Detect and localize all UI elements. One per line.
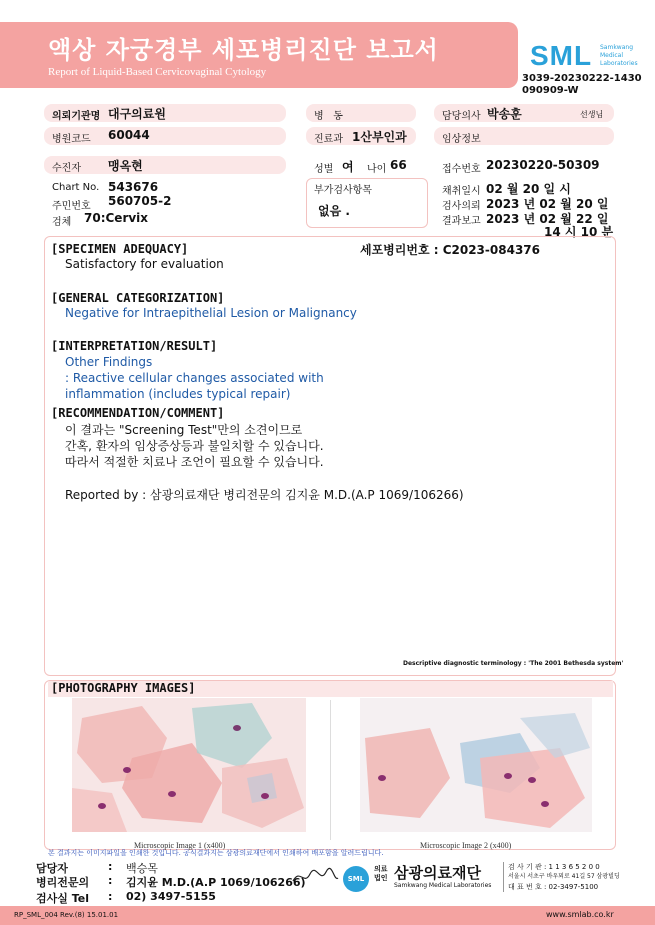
manager-value: 백승목 — [126, 862, 158, 875]
interp-line: Other Findings — [65, 355, 153, 369]
extra-label: 부가검사항목 — [314, 185, 372, 196]
image-1-caption: Microscopic Image 1 (x400) — [134, 841, 226, 850]
sex-value: 여 — [342, 160, 354, 174]
dept-value: 1산부인과 — [352, 130, 407, 144]
result-time: 14 시 10 분 — [544, 225, 614, 239]
general-text: Negative for Intraepithelial Lesion or Malignancy — [65, 306, 357, 320]
dept-label: 진료과 — [314, 134, 343, 145]
doctor-suffix: 선생님 — [580, 110, 604, 119]
colon: : — [108, 890, 113, 903]
interp-line: : Reactive cellular changes associated with — [65, 371, 324, 385]
adequacy-title: [SPECIMEN ADEQUACY] — [51, 242, 189, 256]
hospital-code-value: 60044 — [108, 128, 150, 142]
logo-subtext: Samkwang Medical Laboratories — [600, 44, 638, 67]
recommendation-title: [RECOMMENDATION/COMMENT] — [51, 406, 225, 420]
pathologist-label: 병리전문의 — [36, 876, 90, 889]
report-code: 3039-20230222-1430 090909-W — [522, 73, 642, 96]
website-link[interactable]: www.smlab.co.kr — [546, 910, 614, 919]
age-label: 나이 — [367, 164, 387, 175]
hospital-label: 의뢰기관명 — [52, 111, 101, 122]
sex-label: 성별 — [314, 164, 334, 175]
collect-value: 02 월 20 일 시 — [486, 182, 571, 196]
signature-graphic — [290, 866, 340, 888]
doctor-label: 담당의사 — [442, 111, 481, 122]
org-logo-icon: SML — [343, 866, 369, 892]
colon: : — [108, 860, 113, 873]
doctor-value: 박송훈 — [487, 107, 522, 121]
org-divider — [503, 862, 504, 892]
reported-by: Reported by : 삼광의료재단 병리전문의 김지윤 M.D.(A.P 1069/106266) — [65, 488, 464, 502]
lab-tel-label: 검사실 Tel — [36, 892, 89, 905]
manager-label: 담당자 — [36, 862, 68, 875]
result-label: 결과보고 — [442, 216, 481, 227]
patient-label: 수진자 — [52, 163, 81, 174]
chart-label: Chart No. — [52, 182, 100, 193]
lab-tel-value: 02) 3497-5155 — [126, 890, 216, 903]
org-english-name: Samkwang Medical Laboratories — [394, 882, 492, 889]
pathologist-value: 김지윤 M.D.(A.P 1069/106266) — [126, 876, 306, 889]
extra-value: 없음 . — [318, 204, 350, 218]
request-value: 2023 년 02 월 20 일 — [486, 197, 609, 211]
receipt-value: 20230220-50309 — [486, 158, 600, 172]
photo-divider — [330, 700, 331, 840]
hospital-value: 대구의료원 — [108, 107, 166, 121]
general-title: [GENERAL CATEGORIZATION] — [51, 291, 225, 305]
form-code: RP_SML_004 Rev.(8) 15.01.01 — [14, 911, 119, 919]
interp-line: inflammation (includes typical repair) — [65, 387, 291, 401]
logo-text: SML — [530, 40, 593, 71]
report-title: 액상 자궁경부 세포병리진단 보고서 — [48, 36, 439, 64]
id-label: 주민번호 — [52, 201, 91, 212]
org-info: 검 사 기 관 : 1 1 3 6 5 2 0 0 서울시 서초구 바우뫼로 41길 57 삼광빌딩 대 표 번 호 : 02-3497-5100 — [508, 863, 620, 891]
microscopic-image-1-graphic — [72, 698, 306, 832]
recommendation-line: 이 결과는 "Screening Test"만의 소견이므로 — [65, 423, 303, 437]
interp-title: [INTERPRETATION/RESULT] — [51, 339, 218, 353]
terminology-note: Descriptive diagnostic terminology : 'The 2001 Bethesda system' — [403, 660, 624, 667]
recommendation-line: 따라서 적절한 치료나 조언이 필요할 수 있습니다. — [65, 455, 324, 469]
age-value: 66 — [390, 158, 407, 172]
request-label: 검사의뢰 — [442, 201, 481, 212]
clinical-label: 임상정보 — [442, 134, 481, 145]
org-prefix: 의료 법인 — [374, 865, 388, 882]
receipt-label: 접수번호 — [442, 164, 481, 175]
patient-value: 맹옥현 — [108, 159, 143, 173]
id-value: 560705-2 — [108, 194, 172, 208]
specimen-label: 검체 — [52, 217, 72, 228]
microscopic-image-1 — [72, 698, 306, 832]
microscopic-image-2 — [360, 698, 592, 832]
org-name: 삼광의료재단 — [394, 864, 481, 882]
collect-label: 채취일시 — [442, 186, 481, 197]
hospital-code-label: 병원코드 — [52, 134, 91, 145]
result-value: 2023 년 02 월 22 일 — [486, 212, 609, 226]
report-header — [0, 22, 518, 88]
adequacy-text: Satisfactory for evaluation — [65, 257, 224, 271]
colon: : — [108, 874, 113, 887]
microscopic-image-2-graphic — [360, 698, 592, 832]
report-subtitle: Report of Liquid-Based Cervicovaginal Cytology — [48, 66, 267, 78]
chart-value: 543676 — [108, 180, 159, 194]
recommendation-line: 간혹, 환자의 임상증상등과 불일치할 수 있습니다. — [65, 439, 324, 453]
sml-logo — [530, 40, 638, 72]
ward-label: 병 동 — [314, 111, 343, 122]
photos-title: [PHOTOGRAPHY IMAGES] — [51, 681, 196, 695]
cytology-number: 세포병리번호 : C2023-084376 — [360, 243, 540, 257]
image-2-caption: Microscopic Image 2 (x400) — [420, 841, 512, 850]
print-notice: 본 결과지는 이미지파일을 인쇄한 것입니다. 공식결과지는 삼광의료재단에서 인쇄하여 배포함을 알려드립니다. — [48, 849, 384, 857]
specimen-value: 70:Cervix — [84, 211, 149, 225]
